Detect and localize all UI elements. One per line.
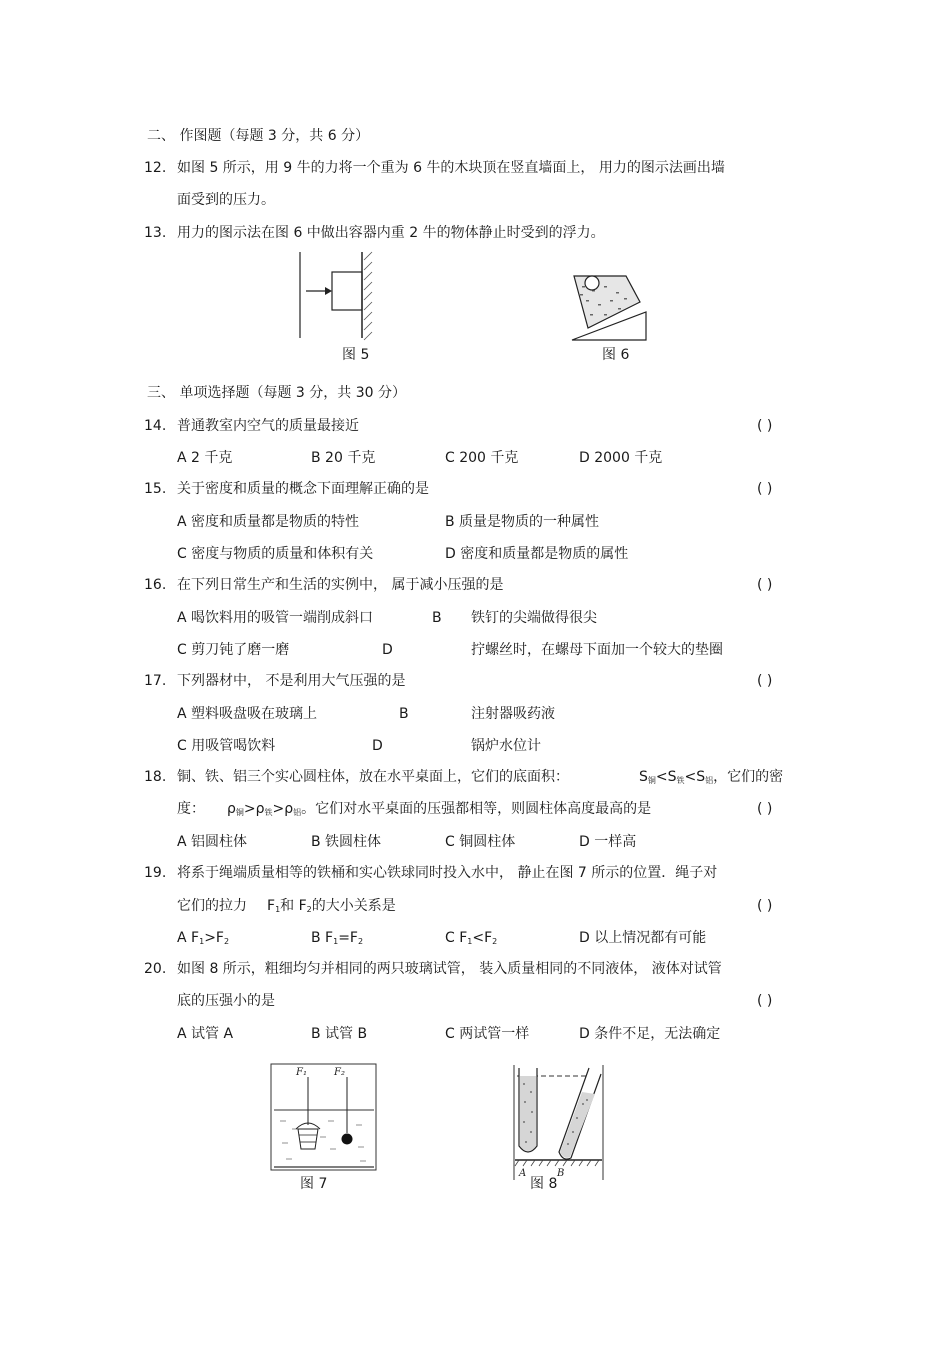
figure-7-label-f1: F₁	[296, 1067, 307, 1078]
q17-option-c: C 用吸管喝饮料	[177, 738, 276, 754]
figure-6-caption: 图 6	[602, 347, 630, 363]
q15-number: 15.	[144, 481, 167, 497]
q16-answer-paren: ( )	[757, 577, 773, 593]
q12-number: 12.	[144, 160, 167, 176]
figure-5-block-wall	[298, 250, 380, 342]
q19-option-d: D 以上情况都有可能	[579, 930, 707, 946]
q17-option-d: 锅炉水位计	[471, 738, 541, 754]
q12-text-line1: 如图 5 所示，用 9 牛的力将一个重为 6 牛的木块顶在竖直墙面上， 用力的图示法画出墙	[177, 160, 725, 176]
q14-option-a: A 2 千克	[177, 450, 233, 466]
q20-option-c: C 两试管一样	[445, 1026, 530, 1042]
q16-option-d-letter: D	[382, 642, 393, 658]
q17-answer-paren: ( )	[757, 673, 773, 689]
figure-5-caption: 图 5	[342, 347, 370, 363]
q14-option-d: D 2000 千克	[579, 450, 663, 466]
q19-text-line1: 将系于绳端质量相等的铁桶和实心铁球同时投入水中， 静止在图 7 所示的位置．绳子对	[177, 865, 718, 881]
q18-option-c: C 铜圆柱体	[445, 834, 516, 850]
q16-option-d: 拧螺丝时，在螺母下面加一个较大的垫圈	[471, 642, 723, 658]
q12-text-line2: 面受到的压力。	[177, 192, 275, 208]
figure-8-label-b: B	[557, 1168, 565, 1179]
q18-text-line2: 度： $\rho_铜>\rho_铁>\rho_铝$。它们对水平桌面的压强都相等，则圆柱体高度最高的是	[177, 801, 652, 817]
q15-option-c: C 密度与物质的质量和体积有关	[177, 546, 374, 562]
q14-option-b: B 20 千克	[311, 450, 376, 466]
q16-option-b-letter: B	[432, 610, 442, 626]
q20-text-line2: 底的压强小的是	[177, 993, 275, 1009]
figure-7-label-f2: F₂	[334, 1067, 345, 1078]
q15-text: 关于密度和质量的概念下面理解正确的是	[177, 481, 429, 497]
q15-option-a: A 密度和质量都是物质的特性	[177, 514, 360, 530]
q18-option-a: A 铝圆柱体	[177, 834, 248, 850]
q18-answer-paren: ( )	[757, 801, 773, 817]
q15-answer-paren: ( )	[757, 481, 773, 497]
q15-option-b: B 质量是物质的一种属性	[445, 514, 600, 530]
q17-option-b: 注射器吸药液	[471, 706, 555, 722]
q20-number: 20.	[144, 961, 167, 977]
q20-option-d: D 条件不足，无法确定	[579, 1026, 721, 1042]
q16-option-b: 铁钉的尖端做得很尖	[471, 610, 597, 626]
q16-option-a: A 喝饮料用的吸管一端削成斜口	[177, 610, 374, 626]
section-3-heading: 三、 单项选择题（每题 3 分，共 30 分）	[147, 385, 406, 401]
figure-7-bucket-and-ball	[270, 1063, 378, 1173]
q14-number: 14.	[144, 418, 167, 434]
q19-option-c: C $F_1<F_2$	[445, 930, 498, 946]
q17-option-d-letter: D	[372, 738, 383, 754]
q20-option-b: B 试管 B	[311, 1026, 368, 1042]
figure-8-test-tubes	[513, 1064, 605, 1182]
q19-text-line2: 它们的拉力 $F_1$和 $F_2$的大小关系是	[177, 898, 396, 914]
figure-8-caption: 图 8	[530, 1176, 558, 1192]
q17-option-b-letter: B	[399, 706, 409, 722]
q16-option-c: C 剪刀钝了磨一磨	[177, 642, 290, 658]
q20-text-line1: 如图 8 所示，粗细均匀并相同的两只玻璃试管， 装入质量相同的不同液体， 液体对试管	[177, 961, 722, 977]
q20-option-a: A 试管 A	[177, 1026, 234, 1042]
q16-number: 16.	[144, 577, 167, 593]
figure-6-container-on-incline	[570, 274, 648, 342]
q19-answer-paren: ( )	[757, 898, 773, 914]
q18-option-b: B 铁圆柱体	[311, 834, 382, 850]
q15-option-d: D 密度和质量都是物质的属性	[445, 546, 629, 562]
section-2-heading: 二、 作图题（每题 3 分，共 6 分）	[147, 128, 370, 144]
q17-text: 下列器材中， 不是利用大气压强的是	[177, 673, 406, 689]
q18-text-line1: 铜、铁、铝三个实心圆柱体，放在水平桌面上，它们的底面积： $S_铜<S_铁<S_铝$，它们的密	[177, 769, 784, 785]
q16-text: 在下列日常生产和生活的实例中， 属于减小压强的是	[177, 577, 504, 593]
q18-number: 18.	[144, 769, 167, 785]
q17-option-a: A 塑料吸盘吸在玻璃上	[177, 706, 318, 722]
q20-answer-paren: ( )	[757, 993, 773, 1009]
q18-option-d: D 一样高	[579, 834, 637, 850]
q13-text: 用力的图示法在图 6 中做出容器内重 2 牛的物体静止时受到的浮力。	[177, 225, 605, 241]
q19-option-b: B $F_1=F_2$	[311, 930, 364, 946]
q14-answer-paren: ( )	[757, 418, 773, 434]
figure-8-label-a: A	[519, 1168, 527, 1179]
q14-option-c: C 200 千克	[445, 450, 519, 466]
q13-number: 13.	[144, 225, 167, 241]
figure-7-caption: 图 7	[300, 1176, 328, 1192]
q19-option-a: A $F_1>F_2$	[177, 930, 230, 946]
q17-number: 17.	[144, 673, 167, 689]
q19-number: 19.	[144, 865, 167, 881]
q14-text: 普通教室内空气的质量最接近	[177, 418, 359, 434]
